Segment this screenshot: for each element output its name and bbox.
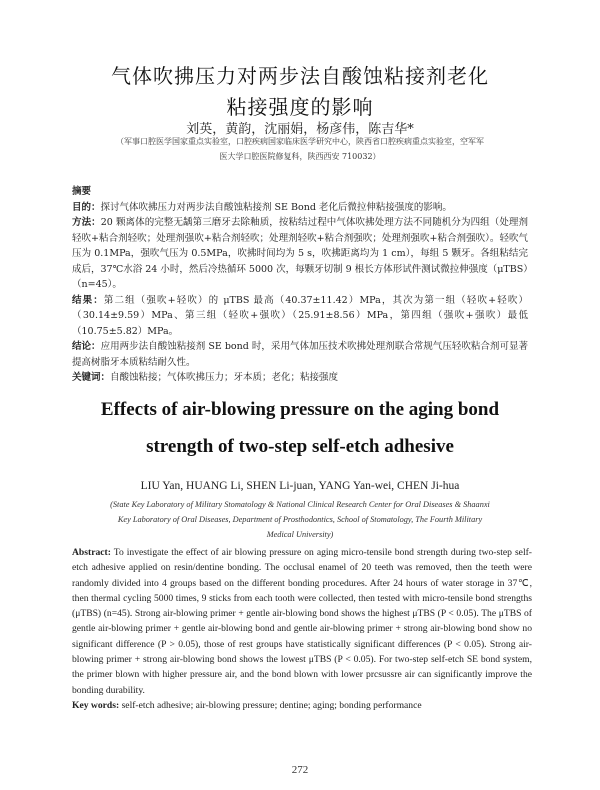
en-authors: LIU Yan, HUANG Li, SHEN Li-juan, YANG Yan-wei, CHEN Ji-hua xyxy=(140,480,460,492)
en-keywords xyxy=(72,698,532,713)
cn-results-text: 第二组（强吹+轻吹）的 μTBS 最高（40.37±11.42）MPa，其次为第一组（轻吹+轻吹）（30.14±9.59）MPa、第三组（轻吹+强吹）（25.91±8.56）MPa，第四组（强吹+强吹）最低（10.75±5.82）MPa。 xyxy=(72,294,528,337)
cn-objective xyxy=(72,200,528,216)
en-abstract xyxy=(72,545,532,698)
page-number: 272 xyxy=(291,764,309,776)
cn-objective-label: 目的： xyxy=(72,201,101,213)
cn-conclusion xyxy=(72,339,528,370)
en-title-line-1: Effects of air-blowing pressure on the aging bond xyxy=(100,399,500,420)
cn-title-line-2: 粘接强度的影响 xyxy=(226,95,374,119)
en-title-line-2: strength of two-step self-etch adhesive xyxy=(146,436,454,457)
cn-results-label: 结果： xyxy=(72,294,104,306)
cn-abstract-block xyxy=(72,184,528,386)
cn-title-line-1: 气体吹拂压力对两步法自酸蚀粘接剂老化 xyxy=(111,64,489,88)
cn-conclusion-text: 应用两步法自酸蚀粘接剂 SE bond 时，采用气体加压技术吹拂处理剂联合常规气压轻吹粘合剂可显著提高树脂牙本质粘结耐久性。 xyxy=(72,341,528,368)
en-abstract-text: To investigate the effect of air blowing pressure on aging micro-tensile bond strength during two-step self-etch adhesive applied on resin/dentine bonding. The occlusal enamel of 20 teeth was removed, then the teeth were randomly divided into 4 groups based on the different bonding procedures. After 24 hours of water storage in 37℃, then thermal cycling 5000 times, 9 sticks from each tooth were collected, then tested with micro-tensile bond strengths (μTBS) (n=45). Strong air-blowing primer + gentle air-blowing bond shows the highest μTBS (P < 0.05). The μTBS of gentle air-blowing primer + gentle air-blowing bond and gentle air-blowing primer + strong air-blowing bond show no significant difference (P > 0.05), those of rest groups have statistically significant differences (P < 0.05). Strong air-blowing primer + strong air-blowing bond shows the lowest μTBS (P < 0.05). For two-step self-etch SE bond system, the primer blown with higher pressure air, and the bond blown with lower prcsussre air can significantly improve the bonding durability. xyxy=(72,547,532,696)
cn-keywords xyxy=(72,370,528,386)
cn-authors: 刘英，黄韵，沈丽娟，杨彦伟，陈吉华* xyxy=(186,122,414,137)
en-abstract-label: Abstract: xyxy=(72,547,111,558)
cn-keywords-text: 自酸蚀粘接；气体吹拂压力；牙本质；老化；粘接强度 xyxy=(110,372,339,383)
en-abstract-block xyxy=(72,545,532,713)
en-affiliation-line-1: (State Key Laboratory of Military Stomatology & National Clinical Research Center for Oral Diseases & Shaanxi xyxy=(110,500,490,509)
cn-methods-label: 方法： xyxy=(72,217,101,228)
cn-methods-text: 20 颗离体的完整无龋第三磨牙去除釉质，按粘结过程中气体吹拂处理方法不同随机分为四组（处理剂轻吹+粘合剂轻吹；处理剂强吹+粘合剂轻吹；处理剂轻吹+粘合剂强吹；处理剂强吹+粘合剂强吹）。轻吹气压为 0.1MPa，强吹气压为 0.5MPa，吹拂时间均为 5 s，吹拂距离均为 1 cm），每组 5 颗牙。各组粘结完成后，37℃水浴 24 小时，然后冷热循环 5000 次，每颗牙切制 9 根长方体形试件测试微拉伸强度（μTBS）（n=45）。 xyxy=(72,217,528,290)
cn-objective-text: 探讨气体吹拂压力对两步法自酸蚀粘接剂 SE Bond 老化后微拉伸粘接强度的影响。 xyxy=(100,201,452,213)
cn-conclusion-label: 结论： xyxy=(72,341,101,352)
cn-keywords-label: 关键词： xyxy=(72,372,111,383)
en-affiliation-line-2: Key Laboratory of Oral Diseases, Department of Prosthodontics, School of Stomatology, The Fourth Military xyxy=(117,515,483,524)
en-keywords-text: self-etch adhesive; air-blowing pressure; dentine; aging; bonding performance xyxy=(121,699,422,711)
en-affiliation-line-3: Medical University) xyxy=(266,530,334,539)
cn-affiliation-line-1: （军事口腔医学国家重点实验室，口腔疾病国家临床医学研究中心，陕西省口腔疾病重点实验室，空军军 xyxy=(116,137,484,146)
en-keywords-label: Key words: xyxy=(72,699,120,711)
cn-abstract-heading: 摘要 xyxy=(72,186,92,197)
cn-methods xyxy=(72,215,528,293)
cn-affiliation-line-2: 医大学口腔医院修复科，陕西西安 710032） xyxy=(219,152,381,161)
cn-results xyxy=(72,293,528,340)
